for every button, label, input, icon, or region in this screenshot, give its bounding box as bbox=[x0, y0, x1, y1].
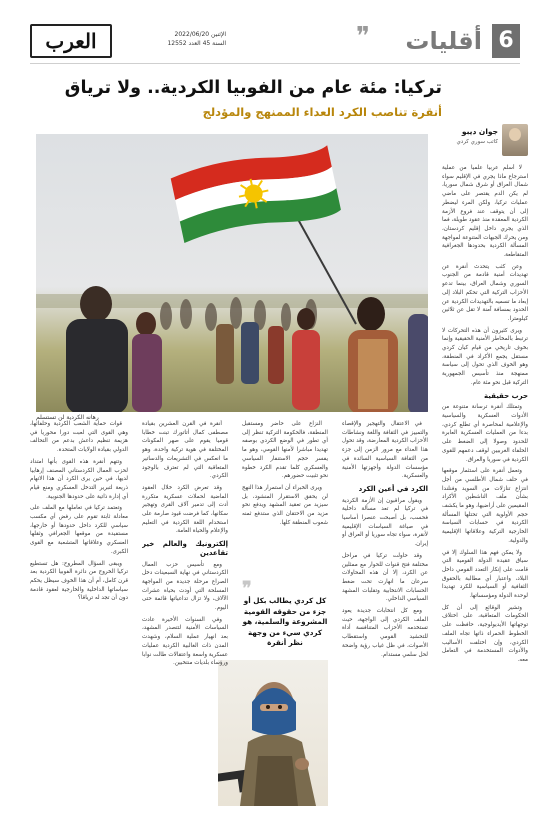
article-column-1 bbox=[442, 164, 528, 804]
subhead: حرب حقيقية bbox=[484, 391, 528, 400]
paragraph: وتتهم أنقرة هذه القوى بأنها امتداد لحزب العمال الكردستاني المصنف إرهابيا لديها، في حين يرى الكرد أن هذا الاتهام ذريعة لتبرير التدخل العسكري ومنع قيام أي إدارة ذاتية على حدودها الجنوبية. bbox=[30, 458, 128, 500]
issue-date: الإثنين 2022/06/20 bbox=[174, 31, 226, 38]
paragraph: وعن كثب يتحدث أنقرة عن تهديدات أمنية قادمة من الجنوب السوري وشمال العراق، بينما تدعو الأحزاب التركية التي تحكم البلاد إلى إبعاد ما تسميه بالتهديدات الكردية عن الحدود بمسافة آمنة لا تقل عن ثلاثين كيلومترا. bbox=[442, 263, 528, 322]
issue-number: السنة 45 العدد 12552 bbox=[167, 40, 226, 47]
author-byline bbox=[446, 124, 528, 160]
page-header bbox=[30, 22, 520, 64]
article-subheadline: أنقرة تناصب الكرد العداء الممنهج والمؤدلج bbox=[202, 105, 442, 119]
author-role: كاتب سوري كردي bbox=[456, 139, 498, 145]
paragraph: ومع كل انتخابات جديدة يعود الملف الكردي إلى الواجهة، حيث تستخدمه الأحزاب المتنافسة أداة للتحشيد القومي واستقطاب الأصوات، في ظل غياب رؤية واضحة لحل سلمي مستدام. bbox=[342, 608, 428, 658]
paragraph: أنقرة في القرن العشرين بقيادة مصطفى كمال أتاتورك تبنت خطابا قوميا يقوم على صهر المكونات المختلفة في هوية تركية واحدة، وهو ما انعكس في التشريعات والدساتير المتعاقبة التي لم تعترف بالوجود الكردي. bbox=[142, 421, 228, 480]
paragraph: ويبقى السؤال المطروح: هل تستطيع تركيا الخروج من دائرة الفوبيا الكردية بعد قرن كامل، أم أن هذا الخوف سيظل يحكم سياساتها الداخلية والخارجية لعقود قادمة دون أن تجد له ترياقا؟ bbox=[30, 560, 128, 602]
author-photo bbox=[502, 124, 528, 156]
section-title: أقليات bbox=[405, 27, 482, 55]
paragraph: وفي السنوات الأخيرة عادت السياسات الأمنية لتتصدر المشهد، بعد انهيار عملية السلام، وشهدت المدن ذات الغالبية الكردية عمليات عسكرية واسعة واعتقالات طالت نوابا ورؤساء بلديات منتخبين. bbox=[142, 616, 228, 667]
newspaper-logo bbox=[30, 24, 112, 58]
article-column-5 bbox=[30, 420, 128, 804]
paragraph: ويقول مراقبون إن الأزمة الكردية في تركيا لم تعد مسألة داخلية فحسب، بل أصبحت عنصرا أساسيا في صياغة السياسات الإقليمية لأنقرة، سواء تجاه سوريا أو العراق أو إيران. bbox=[342, 497, 428, 548]
paragraph: وتعمل أنقرة على استثمار موقعها في حلف شمال الأطلسي من أجل انتزاع تنازلات من السويد وفنلندا بشأن ملف الناشطين الأكراد المقيمين على أراضيها، وهو ما يكشف حجم الأولوية التي تحتلها المسألة الكردية في حسابات السياسة الخارجية التركية وعلاقاتها الإقليمية والدولية. bbox=[442, 468, 528, 544]
kurdish-flag-crowd-image bbox=[36, 134, 428, 412]
kurdish-flag bbox=[170, 140, 342, 247]
article-column-4 bbox=[142, 420, 228, 804]
quote-mark-icon: ❞ bbox=[356, 22, 370, 52]
main-photo bbox=[36, 134, 428, 412]
article-column-3 bbox=[242, 420, 328, 620]
paragraph: ومع تأسيس حزب العمال الكردستاني في نهاية السبعينات دخل الصراع مرحلة جديدة من المواجهة المسلحة التي أودت بحياة عشرات الآلاف، ولا تزال تداعياتها قائمة حتى اليوم. bbox=[142, 561, 228, 612]
paragraph: ولا يمكن فهم هذا السلوك إلا في سياق عقيدة الدولة القومية التي قامت على إنكار التعدد القومي داخل البلاد، واعتبار أي مطالبة بالحقوق الثقافية أو السياسية للكرد تهديدا لوحدة الدولة ومؤسساتها. bbox=[442, 549, 528, 600]
paragraph: النزاع على حاضر ومستقبل المنطقة، فالحكومة التركية تنظر إلى أي تطور في الوضع الكردي بوصفه تهديدا مباشرا لأمنها القومي، وهو ما يفسر حجم الاستنفار السياسي والعسكري كلما تقدم الكرد خطوة نحو تثبيت حضورهم. bbox=[242, 421, 328, 480]
masked-fighter-image bbox=[218, 660, 328, 806]
paragraph: وقد تعرض الكرد خلال العقود الماضية لحملات عسكرية متكررة أدت إلى تدمير آلاف القرى وتهجير سكانها، كما فرضت قيود صارمة على استخدام اللغة الكردية في التعليم والإعلام والحياة العامة. bbox=[142, 484, 228, 535]
pull-quote bbox=[242, 578, 328, 656]
pull-quote-text: كل كردي يطالب بكل أو جزء من حقوقه القومية المشروعة والسلمية، هو كردي سيء من وجهة نظر أنقرة bbox=[242, 596, 328, 647]
paragraph: وقد حاولت تركيا في مراحل مختلفة فتح قنوات للحوار مع ممثلين عن الكرد، إلا أن هذه المحاولات سرعان ما انهارت تحت ضغط الحسابات الانتخابية وتقلبات المشهد السياسي الداخلي. bbox=[342, 552, 428, 603]
paragraph: ويرى كثيرون أن هذه التحركات لا ترتبط بالمخاطر الأمنية الحقيقية وإنما بخوف تاريخي من قيام كيان كردي مستقل يجمع الأكراد في المنطقة، وهو الخوف الذي تحول إلى سياسة ممنهجة منذ تأسيس الجمهورية التركية قبل نحو مئة عام. bbox=[442, 327, 528, 386]
author-name: جوان ديبو bbox=[461, 127, 498, 136]
paragraph: وتعتمد تركيا في تعاملها مع الملف على معادلة ثابتة تقوم على رفض أي مكسب سياسي للكرد داخل حدودها أو خارجها، مستفيدة من موقعها الجغرافي وثقلها العسكري وعلاقاتها المتشعبة مع القوى الكبرى. bbox=[30, 505, 128, 555]
subhead: إلكترونيك والعالم خير تقاعدين bbox=[142, 540, 228, 557]
quote-mark-icon: ❞ bbox=[242, 578, 252, 599]
fighter-photo bbox=[218, 660, 328, 806]
article-column-2 bbox=[342, 420, 428, 804]
issue-info bbox=[116, 30, 226, 48]
paragraph: وتشير الوقائع إلى أن كل الحكومات المتعاقبة، على اختلاف توجهاتها الأيديولوجية، حافظت على الخطوط الحمراء ذاتها تجاه الملف الكردي، وإن اختلفت الأساليب والأدوات المستخدمة في التعامل معه. bbox=[442, 604, 528, 663]
paragraph: ويرى الخبراء أن استمرار هذا النهج لن يحقق الاستقرار المنشود، بل سيزيد من تعقيد المشهد ويدفع نحو مزيد من الاحتقان الذي ستدفع ثمنه شعوب المنطقة كلها. bbox=[242, 484, 328, 526]
paragraph: في الاعتقال والتهجير والإقصاء والتمييز في الثقافة واللغة ونشاطات الأحزاب الكردية المعارضة، وقد تحول هذا العداء مع مرور الزمن إلى جزء من الثقافة السياسية السائدة في مؤسسات الدولة وأجهزتها الأمنية والعسكرية. bbox=[342, 421, 428, 480]
logo-text: العرب bbox=[45, 29, 97, 53]
article-headline: تركيا: مئة عام من الفوبيا الكردية.. ولا ترياق bbox=[64, 78, 442, 98]
paragraph: وتمتلك أنقرة ترسانة متنوعة من الأدوات العسكرية والسياسية والإعلامية لمحاصرة أي تطلع كردي، بدءا من العمليات العسكرية العابرة للحدود وصولا إلى الضغط على الحلفاء الغربيين لوقف دعمهم للقوى الكردية في سوريا والعراق. bbox=[442, 404, 528, 463]
paragraph: لا أسلم عربيا علميا من عملية استرجاع ماذا يجري في الإقليم سواء شمال العراق أو شرق شمال سوريا، لم يكن الدم يقتصر على ماضي عمليات تركيا، ولكن المرء ليضطر إلى أن يتوقف عند فروع الأزمة الكردية المعقدة منذ عقود طويلة، فما الذي يجري داخل إقليم كردستان، ومن يحرك الجبهات المتنوعة لمواجهة المسألة الكردية بحدودها الجغرافية المتقاطعة. bbox=[442, 165, 528, 259]
photo-caption: رهانه الكردية لن تستسلم bbox=[36, 414, 99, 421]
subhead: الكرد في أعين الكرد bbox=[358, 484, 428, 493]
page-number: 6 bbox=[492, 24, 520, 58]
paragraph: قوات حماية الشعب الكردية وحلفائها، وهي القوى التي لعبت دورا محوريا في هزيمة تنظيم داعش بدعم من التحالف الدولي بقيادة الولايات المتحدة. bbox=[30, 421, 128, 454]
